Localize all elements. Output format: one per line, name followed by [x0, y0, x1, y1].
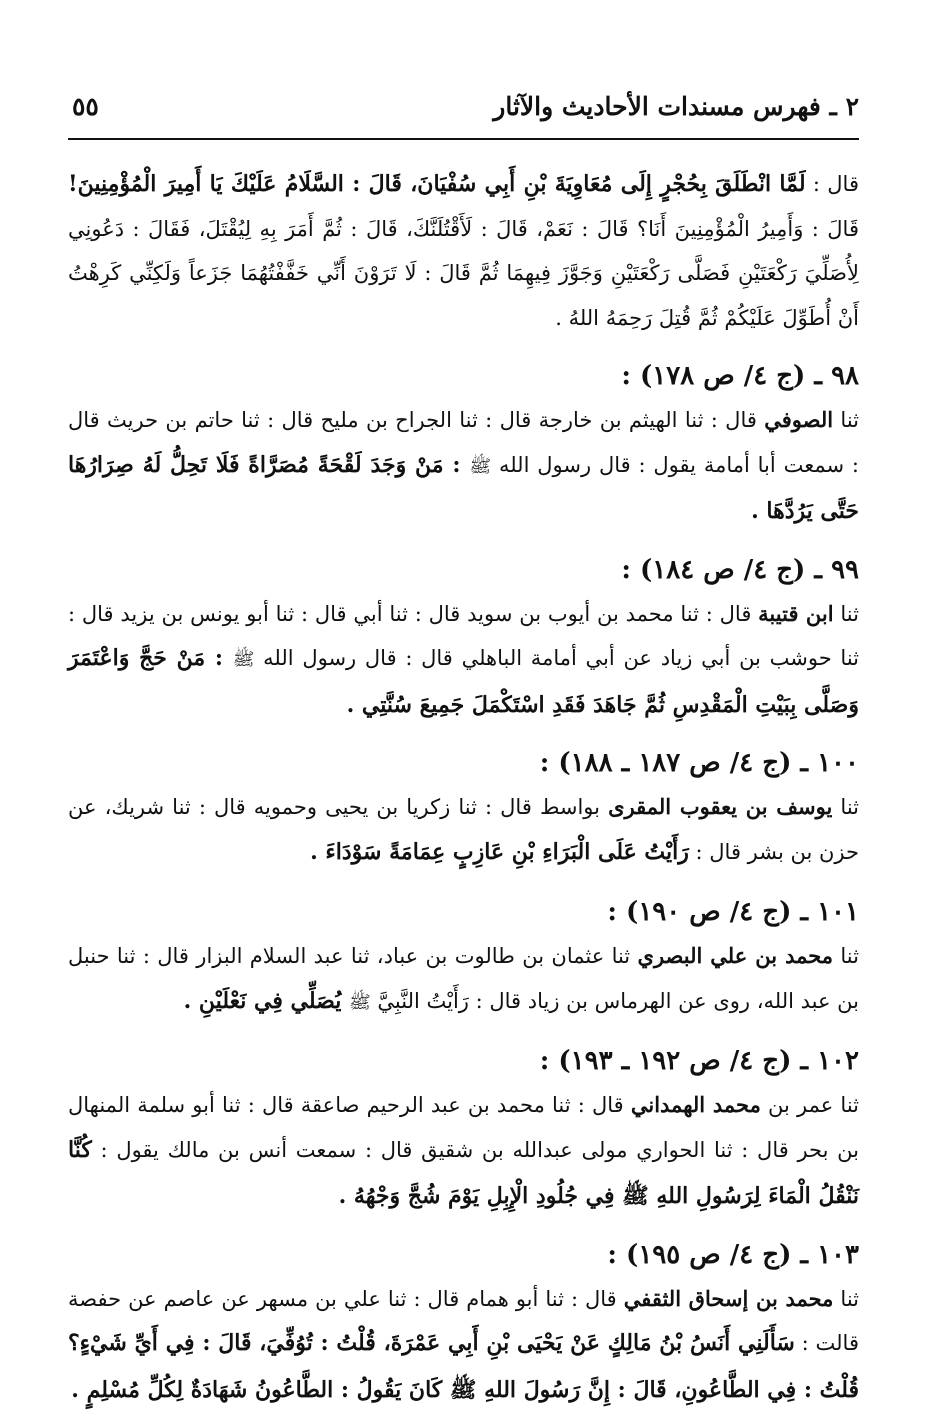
hadith-entry — [68, 741, 859, 876]
entry-heading: ١٠١ ـ (ج ٤/ ص ١٩٠) : — [68, 890, 859, 934]
entry-text — [68, 1277, 859, 1412]
hadith-entry — [68, 1233, 859, 1412]
entry-heading: ١٠٠ ـ (ج ٤/ ص ١٨٧ ـ ١٨٨) : — [68, 741, 859, 785]
sanad-prefix: ثنا — [832, 795, 859, 819]
opening-matn-bold: لَمَّا انْطَلَقَ بِحُجْرٍ إِلَى مُعَاوِيَةَ بْنِ أَبِي سُفْيَانَ، قَالَ : السَّلَامُ عَلَيْكَ يَا أَمِيرَ الْمُؤْمِنِينَ! — [68, 171, 806, 197]
narrator-name: محمد بن إسحاق الثقفي — [624, 1286, 834, 1311]
opening-intro: قال : — [806, 172, 859, 196]
entry-heading: ١٠٣ ـ (ج ٤/ ص ١٩٥) : — [68, 1233, 859, 1277]
entry-text — [68, 592, 859, 728]
entry-heading: ٩٩ ـ (ج ٤/ ص ١٨٤) : — [68, 548, 859, 592]
entry-text — [68, 1083, 859, 1219]
page-body — [68, 162, 859, 1412]
entry-heading: ٩٨ ـ (ج ٤/ ص ١٧٨) : — [68, 354, 859, 398]
narrator-name: محمد الهمداني — [631, 1092, 761, 1117]
sanad-prefix: ثنا — [833, 408, 859, 432]
opening-paragraph — [68, 162, 859, 340]
isnad-text: بواسط قال : ثنا زكريا بن يحيى وحمويه قال : ثنا شريك، عن حزن بن بشر قال : — [68, 795, 859, 864]
section-title: ٢ ـ فهرس مسندات الأحاديث والآثار — [493, 92, 859, 121]
isnad-text: قال : ثنا محمد بن أيوب بن سويد قال : ثنا أبي قال : ثنا أبو يونس بن يزيد قال : ثنا حوشب بن أبي زياد عن أبي أمامة الباهلي قال : قال رسول الله — [68, 602, 859, 671]
narrator-name: يوسف بن يعقوب المقرى — [608, 794, 832, 819]
hadith-entry — [68, 1039, 859, 1219]
narrator-name: ابن قتيبة — [758, 601, 833, 626]
narrator-name: محمد بن علي البصري — [638, 943, 834, 968]
running-header — [68, 88, 859, 140]
hadith-entry — [68, 890, 859, 1025]
salawat-glyph: ﷺ — [469, 456, 491, 477]
entry-text — [68, 934, 859, 1025]
opening-matn-rest: قَالَ : وَأَمِيرُ الْمُؤْمِنِينَ أَنَا؟ قَالَ : نَعَمْ، قَالَ : لَأَقْتُلَنَّكَ، قَالَ : ثُمَّ أَمَرَ بِهِ لِيُقْتَلَ، فَقَالَ : دَعُونِي لِأُصَلِّيَ رَكْعَتَيْنِ فَصَلَّى رَكْعَتَيْنِ وَجَوَّزَ فِيهِمَا ثُمَّ قَالَ : لَا تَرَوْنَ أَنِّي خَفَّفْتُهُمَا جَزَعاً وَلَكِنِّي كَرِهْتُ أَنْ أُطَوِّلَ عَلَيْكُمْ ثُمَّ قُتِلَ رَحِمَهُ اللهُ . — [68, 217, 859, 330]
matn-text: : مَنْ وَجَدَ لَقْحَةً مُصَرَّاةً فَلَا تَحِلُّ لَهُ صِرَارُهَا حَتَّى يَرُدَّهَا . — [68, 452, 859, 525]
matn-text: : مَنْ حَجَّ وَاعْتَمَرَ وَصَلَّى بِبَيْتِ الْمَقْدِسِ ثُمَّ جَاهَدَ فَقَدِ اسْتَكْمَلَ جَمِيعَ سُنَّتِي . — [68, 645, 859, 718]
page-number: ٥٥ — [72, 92, 99, 121]
salawat-glyph: ﷺ — [349, 992, 371, 1013]
hadith-entry — [68, 548, 859, 728]
sanad-prefix: ثنا عمر بن — [761, 1093, 859, 1117]
matn-text: سَأَلَنِي أَنَسُ بْنُ مَالِكٍ عَنْ يَحْيَى بْنِ أَبِي عَمْرَةَ، قُلْتُ : تُوُفِّيَ، قَالَ : فِي أَيِّ شَيْءٍ؟ قُلْتُ : فِي الطَّاعُونِ، قَالَ : إِنَّ رَسُولَ اللهِ ﷺ كَانَ يَقُولُ : الطَّاعُونُ شَهَادَةٌ لِكُلِّ مُسْلِمٍ . — [68, 1330, 859, 1403]
isnad-text: قال : ثنا الهيثم بن خارجة قال : ثنا الجراح بن مليح قال : ثنا حاتم بن حريث قال : سمعت أبا أمامة يقول : قال رسول الله — [68, 408, 859, 477]
isnad-text: ثنا عثمان بن طالوت بن عباد، ثنا عبد السلام البزار قال : ثنا حنبل بن عبد الله، روى عن الهرماس بن زياد قال : رَأَيْتُ النَّبِيَّ — [68, 944, 859, 1013]
isnad-text: قال : ثنا محمد بن عبد الرحيم صاعقة قال : ثنا أبو سلمة المنهال بن بحر قال : ثنا الحواري مولى عبدالله بن شقيق قال : سمعت أنس بن مالك يقول : — [68, 1093, 859, 1162]
narrator-name: الصوفي — [764, 407, 833, 432]
sanad-prefix: ثنا — [833, 1287, 859, 1311]
entry-heading: ١٠٢ ـ (ج ٤/ ص ١٩٢ ـ ١٩٣) : — [68, 1039, 859, 1083]
entry-text — [68, 398, 859, 534]
matn-text: كُنَّا نَنْقُلُ الْمَاءَ لِرَسُولِ اللهِ ﷺ فِي جُلُودِ الْإِبِلِ يَوْمَ شُجَّ وَجْهُهُ . — [68, 1137, 859, 1210]
hadith-entry — [68, 354, 859, 534]
isnad-text: قال : ثنا أبو همام قال : ثنا علي بن مسهر عن عاصم عن حفصة قالت : — [68, 1287, 859, 1356]
matn-text: رَأَيْتُ عَلَى الْبَرَاءِ بْنِ عَازِبٍ عِمَامَةً سَوْدَاءَ . — [310, 839, 689, 865]
entry-text — [68, 785, 859, 876]
sanad-prefix: ثنا — [834, 602, 859, 626]
sanad-prefix: ثنا — [833, 944, 859, 968]
salawat-glyph: ﷺ — [233, 649, 255, 670]
matn-text: يُصَلِّي فِي نَعْلَيْنِ . — [184, 988, 349, 1014]
